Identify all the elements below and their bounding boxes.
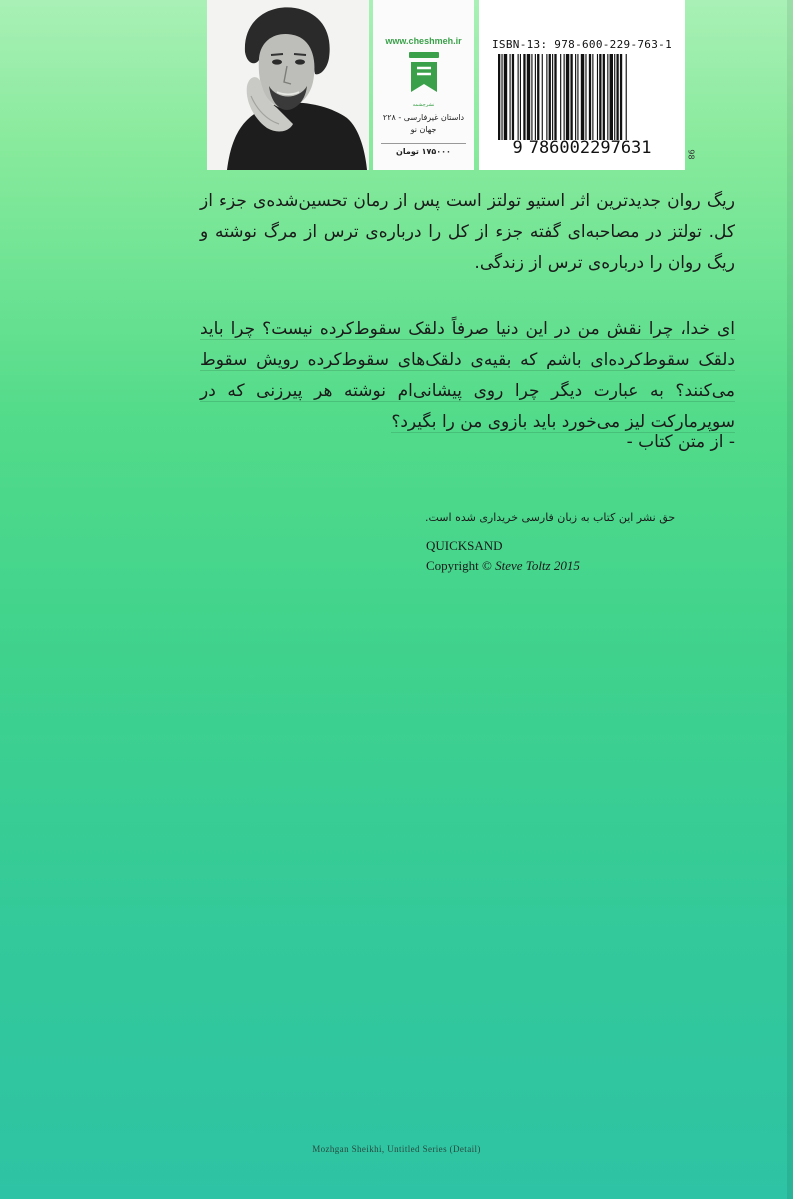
barcode-bar [607, 54, 608, 140]
excerpt-source: - از متن کتاب - [626, 432, 735, 452]
original-title: QUICKSAND [426, 538, 503, 553]
barcode-bar [535, 54, 536, 140]
excerpt-text: ای خدا، چرا نقش من در این دنیا صرفاً دلقک سقوط‌کرده نیست؟ چرا باید دلقک سقوط‌کرده‌ای باشم که بقیه‌ی دلقک‌های سقوط‌کرده رویش سقوط می‌کنند؟ به عبارت دیگر چرا روی پیشانی‌ام نوشته هر پیرزنی که در سوپرمارکت لیز می‌خورد باید بازوی من را بگیرد؟ [200, 319, 735, 432]
publisher-logo-icon [407, 48, 441, 104]
author-photo [207, 0, 369, 170]
barcode-bars [498, 54, 666, 140]
barcode-bar [575, 54, 576, 140]
divider [381, 143, 466, 144]
barcode-bar [549, 54, 551, 140]
cut-mark: 98 [686, 149, 696, 160]
copyright-holder: Steve Toltz 2015 [495, 558, 580, 573]
publisher-box [373, 0, 474, 170]
barcode-bar [585, 54, 586, 140]
copyright-line [426, 558, 580, 574]
barcode-bar [610, 54, 613, 140]
barcode-bar [614, 54, 615, 140]
barcode-first-digit: 9 [512, 138, 523, 158]
collection-name: جهان نو [410, 125, 437, 134]
blurb-paragraph: ریگ روان جدیدترین اثر استیو تولتز است پس از رمان تحسین‌شده‌ی جزء از کل. تولتز در مصاحبه‌ای گفته جزء از کل را درباره‌ی ترس از مرگ نوشته و ریگ روان را درباره‌ی ترس از زندگی. [200, 191, 735, 273]
barcode-bar [603, 54, 605, 140]
barcode-box [479, 0, 685, 170]
barcode-bar [520, 54, 521, 140]
rights-notice: حق نشر این کتاب به زبان فارسی خریداری شده است. [425, 511, 676, 524]
barcode-bar [620, 54, 622, 140]
publisher-name: نشرچشمه [412, 102, 435, 108]
barcode-bar [542, 54, 543, 140]
barcode-bar [523, 54, 525, 140]
barcode-bar [501, 54, 502, 140]
barcode-bar [566, 54, 569, 140]
barcode-bar [531, 54, 532, 140]
cover-art-credit: Mozhgan Sheikhi, Untitled Series (Detail) [312, 1144, 481, 1154]
barcode-bar [512, 54, 514, 140]
copyright-prefix: Copyright © [426, 558, 492, 573]
barcode-bar [498, 54, 500, 140]
price: ۱۷۵۰۰۰ تومان [396, 147, 451, 156]
barcode-bar [560, 54, 561, 140]
excerpt-paragraph [200, 314, 735, 438]
barcode-bar [510, 54, 511, 140]
barcode-bar [554, 54, 556, 140]
barcode-bar [537, 54, 539, 140]
barcode-bar [581, 54, 584, 140]
barcode-bar [599, 54, 601, 140]
publisher-url[interactable]: www.cheshmeh.ir [385, 36, 462, 46]
isbn-label: ISBN-13: 978-600-229-763-1 [492, 38, 672, 51]
barcode-bar [589, 54, 591, 140]
barcode-bar [552, 54, 553, 140]
barcode-bar [592, 54, 593, 140]
barcode-bar [546, 54, 547, 140]
barcode-bar [616, 54, 618, 140]
barcode-digits [479, 138, 685, 158]
barcode-bar [518, 54, 519, 140]
series-number: داستان غیرفارسی - ۲۲۸ [382, 113, 465, 122]
barcode-bar [626, 54, 627, 140]
barcode-bar [504, 54, 507, 140]
barcode-bar [570, 54, 572, 140]
spine-edge [787, 0, 793, 1199]
barcode-bar [577, 54, 578, 140]
barcode-bar [564, 54, 565, 140]
barcode-digit-string: 786002297631 [528, 138, 652, 158]
barcode-bar [527, 54, 530, 140]
barcode-bar [597, 54, 598, 140]
